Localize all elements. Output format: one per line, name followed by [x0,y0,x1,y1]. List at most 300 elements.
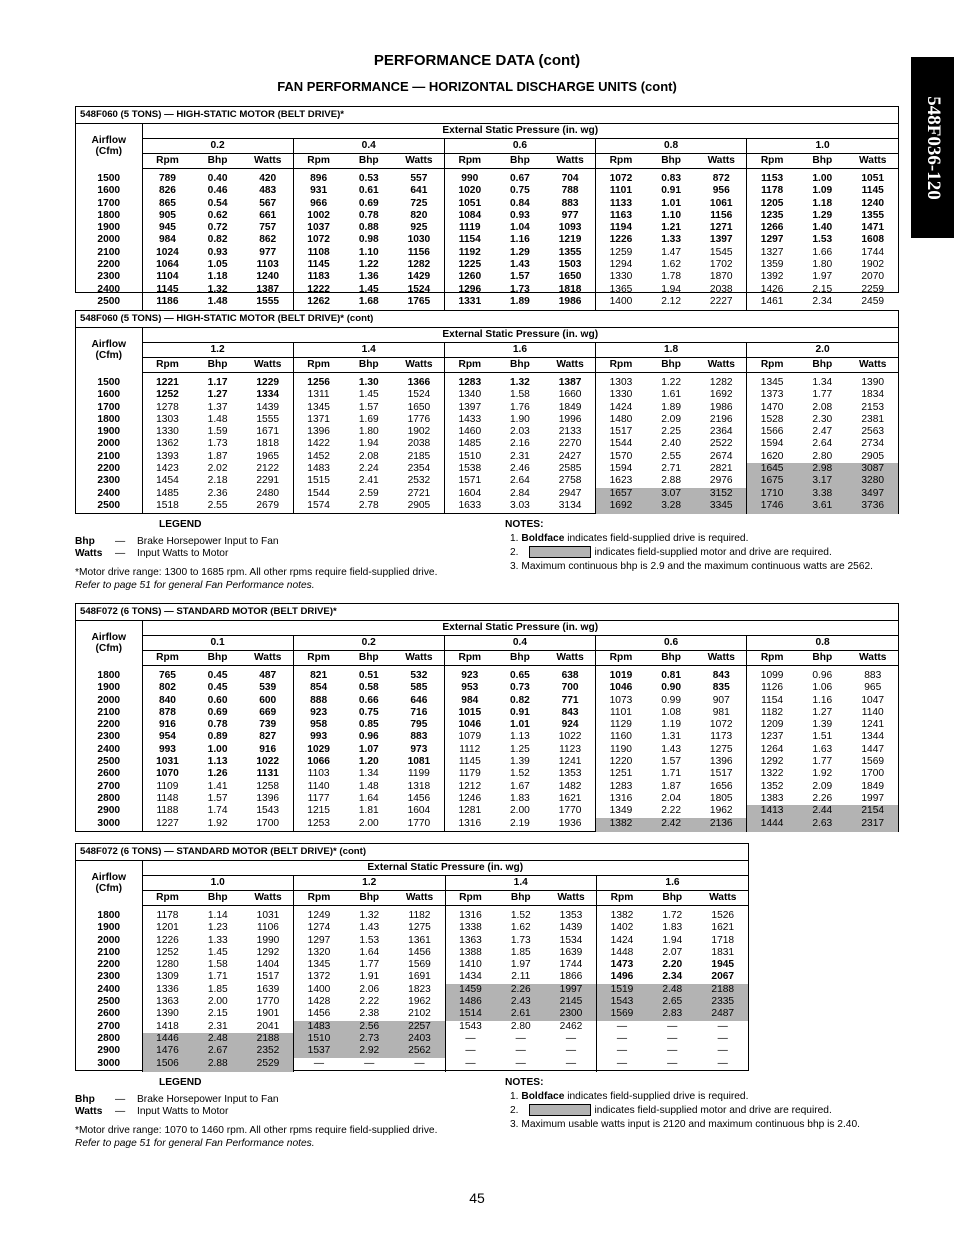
column-header: Bhp [344,891,395,906]
table-cell: 1194 [596,222,646,234]
table-cell: 789 [142,169,192,186]
table-cell: 843 [561,706,579,718]
table-cell: 954 [142,731,192,743]
table-cell: 1.59 [207,426,228,438]
table-cell: 1046 [444,719,494,731]
table-cell: 916 [142,719,192,731]
column-header: Rpm [293,651,343,666]
esp-header: External Static Pressure (in. wg) [142,861,748,876]
table-cell: 1029 [293,744,343,756]
table-cell: — [667,1057,678,1069]
table-row [76,247,898,259]
table-cell: 2.00 [510,805,530,817]
table-cell: 1156 [710,209,733,221]
table-cell: 1081 [407,756,431,768]
table-cell: 661 [259,209,277,221]
table-cell: 1517 [596,426,646,438]
table-cell: 0.46 [207,185,228,197]
table-cell: 1569 [597,1008,648,1020]
table-cell: 669 [259,706,277,718]
pressure-group-header: 0.4 [444,636,595,651]
pressure-group-header: 0.4 [293,139,444,154]
table-cell: 1424 [597,935,648,947]
table-cell: 1528 [747,414,797,426]
table-cell: 1.97 [510,959,531,971]
table-cell: 1292 [256,946,280,958]
table-cell: 1046 [596,682,646,694]
table-cell: — [597,1021,648,1033]
table-cell: 2.44 [797,805,847,817]
table-cell: 1099 [747,666,797,683]
table-cell: 1.32 [359,910,380,921]
table-cell: 1241 [558,756,582,768]
pressure-group-header: 0.8 [747,636,898,651]
table-cell: 704 [561,173,579,184]
table-cell: 1.83 [662,922,683,934]
table-cell: 1173 [710,731,733,743]
table-cell: 1.89 [661,401,682,413]
table-cell: 1.47 [661,246,682,258]
table-row [76,488,898,500]
table-cell: 820 [410,209,428,221]
table-cell: 1524 [407,389,431,401]
table-cell: 1320 [294,947,345,959]
table-cell: 1366 [407,377,431,388]
table-cell: 1639 [559,946,583,958]
table-cell: 1.94 [662,934,683,946]
column-header: Watts [545,154,595,169]
table-cell: 0.83 [661,173,682,184]
table-cell: 1473 [597,959,648,971]
table-cell: 1471 [861,222,885,234]
column-header: Watts [696,651,746,666]
table-cell: 1526 [711,910,735,921]
table-cell: 1543 [597,996,648,1008]
table-cell: 1182 [747,707,797,719]
table-cell: 1866 [559,971,583,983]
airflow-cell: 2200 [76,463,142,475]
table-cell: 2.65 [647,996,698,1008]
table-cell: 1396 [293,426,343,438]
table-cell: 2821 [709,463,733,475]
column-header: Rpm [444,154,494,169]
table-cell: 1.43 [661,743,682,755]
table-cell: 1515 [293,475,343,487]
table-cell: 1620 [747,451,797,463]
table-cell: 1.78 [661,271,682,283]
table-cell: 1030 [407,234,431,246]
table-cell: 854 [293,682,343,694]
airflow-cell: 1800 [76,906,142,923]
table-cell: 420 [259,173,277,184]
column-header: Bhp [797,358,847,373]
pressure-group-header: 1.2 [294,876,446,891]
column-header: Rpm [747,651,797,666]
table-cell: 1108 [293,247,343,259]
table-cell: 1439 [559,922,583,934]
table-cell: — [717,1045,728,1057]
table-cell: 771 [561,694,579,706]
column-header: Rpm [597,891,648,906]
table-cell: 993 [142,744,192,756]
table-cell: 2.47 [812,426,833,438]
airflow-cell: 1900 [76,222,142,234]
table-cell: 973 [410,743,428,755]
table-cell: 0.45 [207,670,228,681]
table-cell: 1388 [445,947,496,959]
table-cell: 1410 [445,959,496,971]
table-cell: 1604 [444,488,494,500]
table-cell: 1363 [445,935,496,947]
table-cell: 1334 [256,389,280,401]
legend-desc-bhp: Brake Horsepower Input to Fan [137,535,279,547]
table-cell: 1470 [747,402,797,414]
table-cell: 0.40 [207,173,228,184]
table-row [76,169,898,186]
table-cell: 1390 [142,1008,193,1020]
table-row [76,389,898,401]
table-cell: 1510 [444,451,494,463]
table-cell: 2.31 [207,1020,228,1032]
table-cell: 1072 [709,719,733,731]
table-cell: 1252 [142,947,193,959]
table-row [76,438,898,450]
table-cell: 1.14 [207,910,228,921]
column-header: Watts [696,154,746,169]
table-cell: 977 [259,246,277,258]
column-header: Watts [546,891,597,906]
table-cell: 1.48 [207,413,228,425]
table-cell: — [414,1057,425,1069]
esp-header: External Static Pressure (in. wg) [142,124,898,139]
footnote-text: *Motor drive range: 1300 to 1685 rpm. All other rpms require field-supplied drive. [75,567,438,578]
table-cell: 1482 [558,780,582,792]
table-cell: — [597,1033,648,1045]
table-cell: 1404 [256,959,280,971]
legend-desc-watts: Input Watts to Motor [137,548,229,559]
column-header: Rpm [596,154,646,169]
table-cell: 1131 [256,768,279,780]
table-cell: 1818 [558,283,582,295]
table-cell: 0.58 [358,682,379,694]
table-cell: 827 [259,731,277,743]
table-cell: 1.80 [358,426,379,438]
table-cell: 1322 [747,768,797,780]
table-cell: 1571 [444,475,494,487]
column-header: Rpm [294,891,345,906]
table-cell: 1456 [407,792,431,804]
shade-swatch [529,546,591,558]
column-header: Rpm [747,358,797,373]
table-cell: 1692 [596,500,646,514]
table-cell: 1.52 [510,910,531,921]
table-cell: 1.43 [359,922,380,934]
table-cell: 2.73 [344,1033,395,1045]
fan-performance-table [76,107,898,310]
table-cell: 1297 [747,234,797,246]
table-cell: 1330 [596,271,646,283]
table-cell: 1.57 [661,756,682,768]
airflow-cell: 2000 [76,695,142,707]
table-cell: 1.85 [207,983,228,995]
table-cell: 1.29 [510,246,530,258]
table-cell: 1373 [747,389,797,401]
table-cell: 0.82 [510,694,530,706]
table-cell: 1338 [445,922,496,934]
table-cell: 2.64 [812,438,833,450]
table-cell: 1387 [256,283,280,295]
table-cell: 3152 [696,488,746,500]
table-cell: 1.25 [510,743,530,755]
column-header: Bhp [344,651,394,666]
table-cell: 1422 [293,438,343,450]
airflow-cell: 2400 [76,284,142,296]
table-cell: 1064 [142,259,192,271]
table-cell: 993 [293,731,343,743]
table-cell: 2532 [407,475,431,487]
table-cell: 2270 [558,438,582,450]
table-cell: 1.20 [358,756,379,768]
table-cell: 1225 [444,259,494,271]
table-cell: 1.34 [358,768,379,780]
table-row [76,707,898,719]
table-cell: 1.83 [510,792,530,804]
table-cell: 1986 [709,401,733,413]
table-cell: 1544 [293,488,343,500]
table-cell: 1.37 [207,401,228,413]
table-cell: 1163 [596,210,646,222]
table-cell: 2.48 [193,1033,244,1045]
table-cell: 2905 [407,499,431,511]
airflow-cell: 2100 [76,947,142,959]
table-cell: 2153 [861,401,885,413]
table-cell: 2.55 [207,499,228,511]
table-cell: — [445,1058,496,1072]
table-cell: 1996 [558,413,582,425]
table-cell: 1387 [558,377,582,388]
table-cell: 1744 [559,959,583,971]
table-cell: 1.73 [510,283,530,295]
table-cell: 1.39 [510,756,530,768]
airflow-cell: 2300 [76,731,142,743]
table-row [76,959,748,971]
fan-performance-table [76,311,898,514]
table-cell: 1190 [596,744,646,756]
table-cell: 1.32 [510,377,530,388]
table-cell: 1.77 [812,756,833,768]
airflow-cell: 2400 [76,744,142,756]
table-cell: 965 [864,682,882,694]
table-cell: 2291 [256,475,280,487]
table-cell: 1258 [256,780,280,792]
table-cell: 1072 [596,169,646,186]
pressure-group-header: 1.6 [597,876,749,891]
column-header: Bhp [344,154,394,169]
table-cell: 925 [410,222,428,234]
table-cell: 1226 [596,234,646,246]
table-cell: 1429 [407,271,431,283]
table-cell: 0.61 [358,185,379,197]
table-row [76,793,898,805]
pressure-group-header: 1.8 [596,343,747,358]
pressure-group-header: 1.4 [445,876,597,891]
table-cell: 2.26 [812,792,833,804]
table-cell: 567 [259,197,277,209]
table-row [76,935,748,947]
esp-header: External Static Pressure (in. wg) [142,328,898,343]
table-cell: 1543 [445,1021,496,1033]
airflow-cell: 1800 [76,414,142,426]
table-cell: 1336 [142,984,193,996]
table-cell: 1.27 [812,706,833,718]
table-cell: 2.67 [193,1045,244,1057]
table-cell: 1.27 [207,389,228,401]
column-header: Bhp [646,154,696,169]
table-cell: 945 [142,222,192,234]
note-number: 2. [510,1105,519,1116]
table-cell: 1962 [408,996,431,1008]
table-cell: 1.94 [661,283,682,295]
table-cell: 1770 [256,996,280,1008]
table-cell: — [565,1057,577,1069]
pressure-group-header: 1.0 [747,139,898,154]
table-cell: 0.98 [358,234,379,246]
table-row [76,1058,748,1072]
table-cell: 1434 [445,971,496,983]
table-row [76,259,898,271]
airflow-cell: 2100 [76,707,142,719]
table-cell: 1066 [293,756,343,768]
table-cell: 1145 [444,756,494,768]
table-cell: 2462 [559,1020,583,1032]
table-cell: 1392 [747,271,797,283]
table-cell: 821 [293,666,343,683]
table-cell: 1259 [596,247,646,259]
table-cell: 1282 [709,377,733,388]
table-cell: 1.40 [812,222,833,234]
table-cell: 1022 [256,756,280,768]
table-cell: 1024 [142,247,192,259]
table-cell: 1318 [407,780,431,792]
table-cell: 3.17 [797,475,847,487]
table-cell: 1283 [444,373,494,390]
table-cell: 0.96 [812,670,833,681]
airflow-cell: 2800 [76,1033,142,1045]
table-row [76,234,898,246]
table-cell: 1517 [709,768,733,780]
note-number: 3. [510,1119,519,1130]
column-header: Rpm [293,154,343,169]
table-cell: 1019 [596,666,646,683]
table-cell: 2352 [243,1045,294,1057]
table-cell: 2.22 [359,996,380,1008]
table-cell: 1423 [142,463,192,475]
airflow-cell: 2500 [76,756,142,768]
table-cell: 984 [142,234,192,246]
table-cell: 1.76 [510,401,530,413]
table-cell: 2.18 [207,475,228,487]
table-cell: 2758 [558,475,582,487]
table-cell: 1621 [558,792,582,804]
table-cell: 2102 [408,1008,431,1020]
table-cell: 1.64 [358,792,379,804]
table-cell: 638 [561,670,579,681]
table-cell: 1448 [597,947,648,959]
table-cell: 1051 [861,173,885,184]
table-cell: — [515,1057,526,1069]
column-header: Rpm [142,358,192,373]
table-cell: 0.67 [510,173,530,184]
legend-abbr-bhp: Bhp [75,1093,95,1105]
table-cell: 1266 [747,222,797,234]
table-cell: 2721 [407,487,431,499]
table-cell: 1.45 [358,389,379,401]
table-cell: 0.89 [207,731,228,743]
table-cell: 883 [864,670,882,681]
table-cell: 1282 [407,259,431,271]
table-cell: 2.20 [662,959,683,971]
table-cell: 1.71 [661,768,682,780]
column-header: Bhp [797,154,847,169]
table-cell: 2.92 [344,1045,395,1057]
table-row [76,818,898,832]
table-cell: 2.00 [358,817,379,829]
table-row [76,781,898,793]
table-cell: 0.45 [207,682,228,694]
table-cell: 1311 [293,389,343,401]
table-cell: 1362 [142,438,192,450]
airflow-cell: 2000 [76,935,142,947]
airflow-header: Airflow (Cfm) [76,621,142,666]
table-cell: 2.36 [207,487,228,499]
table-cell: 1483 [294,1021,345,1033]
table-cell: 1.57 [510,271,530,283]
column-header: Bhp [192,651,242,666]
table-cell: 1574 [293,500,343,514]
table-cell: 765 [142,666,192,683]
table-cell: 1485 [142,488,192,500]
column-header: Rpm [445,891,496,906]
table-cell: 1037 [293,222,343,234]
table-cell: 1.57 [207,792,228,804]
table-cell: 0.85 [358,719,379,731]
table-cell: 1353 [558,768,582,780]
notes-title: NOTES: [505,1077,544,1088]
table-cell: 1936 [558,817,582,829]
column-header: Watts [243,891,294,906]
table-cell: 1154 [444,234,494,246]
side-tab [911,57,954,238]
table-cell: 0.90 [661,682,682,694]
table-cell: 1805 [709,792,733,804]
table-cell: 1849 [558,401,582,413]
table-cell: 487 [259,670,277,681]
table-cell: 1.09 [812,185,833,197]
table-cell: 1178 [747,185,797,197]
table-cell: — [364,1057,375,1069]
table-cell: 1965 [256,450,280,462]
table-cell: 1002 [293,210,343,222]
table-cell: 1382 [596,818,646,832]
table-cell: 1594 [596,463,646,475]
table-cell: 2459 [861,295,885,307]
table-cell: 1345 [747,373,797,390]
table-cell: 2.64 [510,475,530,487]
table-cell: 1770 [407,817,431,829]
table-cell: 1363 [142,996,193,1008]
table-row [76,402,898,414]
table-cell: 1.53 [359,934,380,946]
